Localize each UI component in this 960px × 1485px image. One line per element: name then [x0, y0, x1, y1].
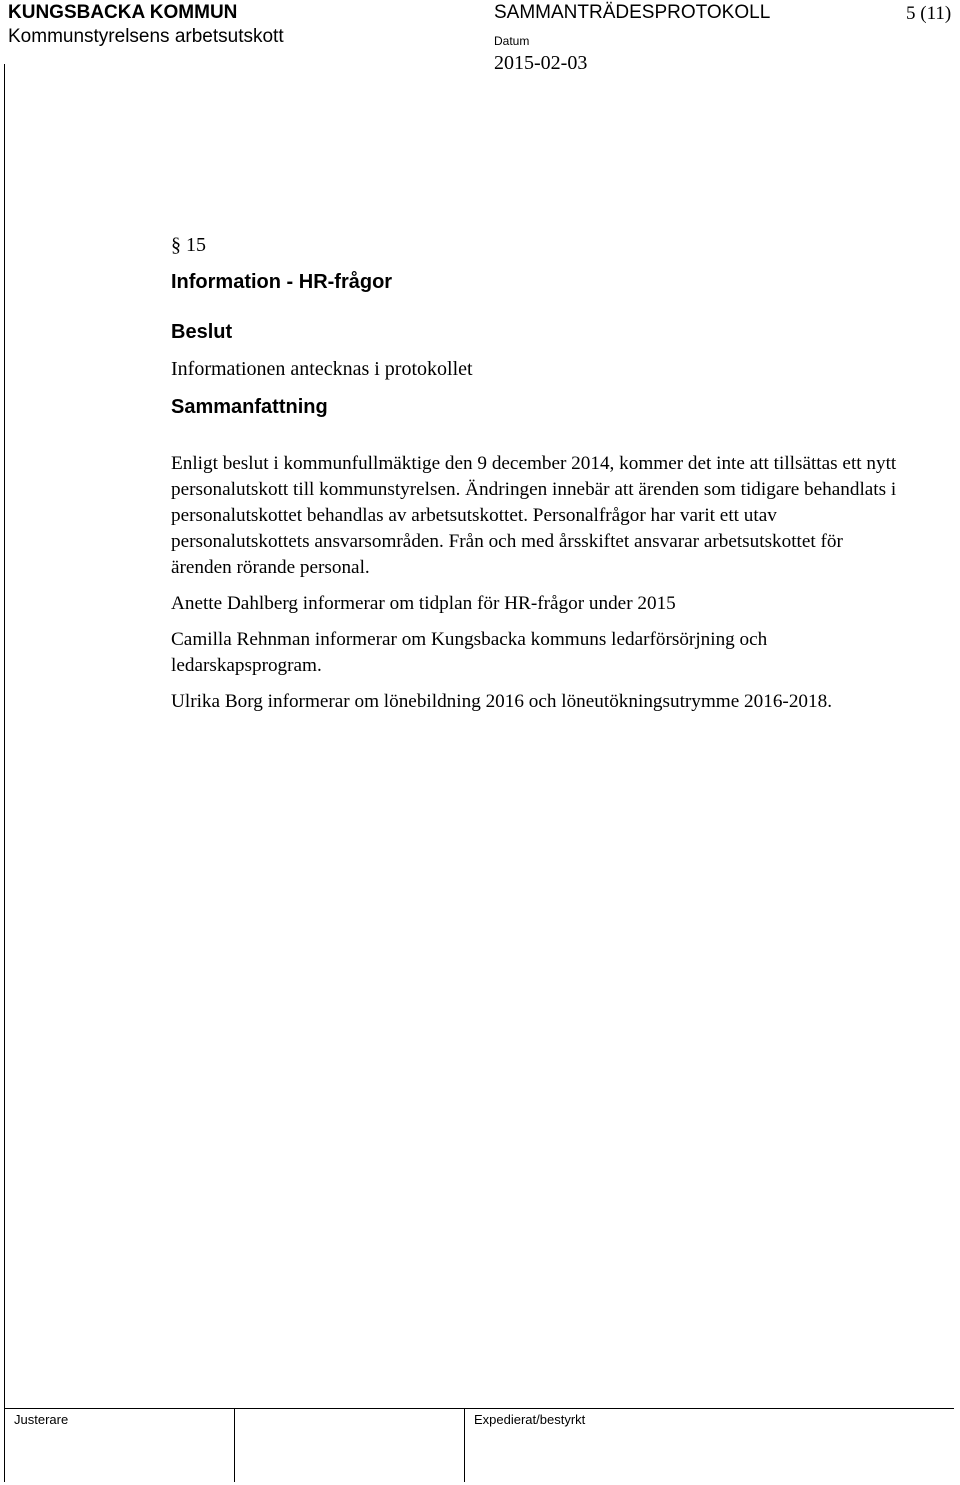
date-value: 2015-02-03	[494, 52, 588, 74]
committee-name: Kommunstyrelsens arbetsutskott	[8, 26, 284, 47]
footer-divider-2	[464, 1408, 465, 1482]
footer-top-line	[4, 1408, 954, 1409]
dispatch-label: Expedierat/bestyrkt	[474, 1412, 586, 1427]
footer-divider-1	[234, 1408, 235, 1482]
info-paragraph-dahlberg: Anette Dahlberg informerar om tidplan för HR-frågor under 2015	[171, 593, 676, 615]
decision-text: Informationen antecknas i protokollet	[171, 358, 473, 380]
decision-heading: Beslut	[171, 321, 233, 343]
signer-label: Justerare	[14, 1412, 69, 1427]
paragraph-number: § 15	[171, 234, 206, 256]
page-number: 5 (11)	[906, 3, 952, 24]
summary-heading: Sammanfattning	[171, 396, 328, 418]
left-margin-line	[4, 64, 5, 1482]
info-paragraph-rehnman: Camilla Rehnman informerar om Kungsbacka kommuns ledarförsörjning och ledarskapsprogram.	[171, 629, 768, 677]
summary-text: Enligt beslut i kommunfullmäktige den 9 december 2014, kommer det inte att tillsättas ett nytt personalutskott till kommunstyrelsen. Ändringen innebär att ärenden som tidigare behandlats i personalutskottet behandlas av arbetsutskottet. Personalfrågor har varit ett utav personalutskottets ansvarsområden. Från och med årsskiftet ansvarar arbetsutskottet för ärenden rörande personal.	[171, 453, 897, 579]
organization-name: KUNGSBACKA KOMMUN	[8, 2, 238, 23]
document-type: SAMMANTRÄDESPROTOKOLL	[494, 2, 771, 23]
date-label: Datum	[494, 34, 530, 48]
info-paragraph-borg: Ulrika Borg informerar om lönebildning 2016 och löneutökningsutrymme 2016-2018.	[171, 691, 832, 713]
item-title: Information - HR-frågor	[171, 271, 393, 293]
